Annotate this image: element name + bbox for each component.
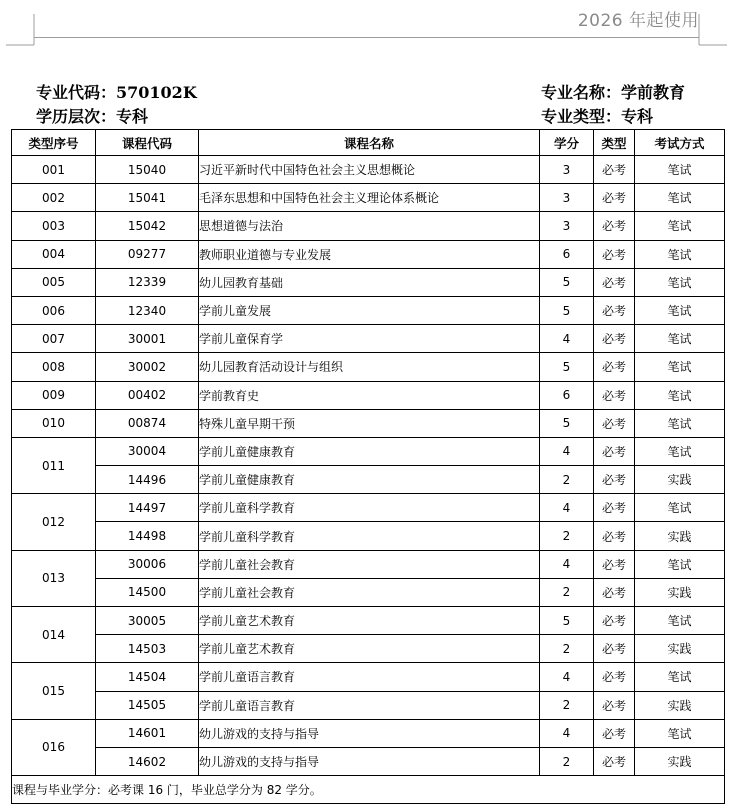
course-exam-method: 笔试 [635,353,725,381]
level-value: 专科 [116,107,149,126]
course-credit: 3 [540,156,594,184]
course-type: 必考 [594,494,635,522]
course-type: 必考 [594,663,635,691]
course-code: 14602 [96,747,199,775]
course-code: 00402 [96,381,199,409]
course-seq: 002 [12,184,96,212]
table-row [12,409,725,437]
course-name: 幼儿游戏的支持与指导 [199,747,540,775]
header-credit: 学分 [540,130,594,156]
course-credit: 5 [540,296,594,324]
course-name: 特殊儿童早期干预 [199,409,540,437]
header-seq: 类型序号 [12,130,96,156]
course-seq: 011 [12,437,96,493]
course-code: 14496 [96,466,199,494]
course-type: 必考 [594,607,635,635]
course-credit: 5 [540,409,594,437]
course-type: 必考 [594,268,635,296]
course-type: 必考 [594,719,635,747]
course-name: 毛泽东思想和中国特色社会主义理论体系概论 [199,184,540,212]
course-credit: 2 [540,578,594,606]
table-row [12,381,725,409]
course-code: 12340 [96,296,199,324]
course-name: 学前儿童健康教育 [199,437,540,465]
course-exam-method: 实践 [635,522,725,550]
header-rule [34,37,699,38]
course-name: 思想道德与法治 [199,212,540,240]
major-type-line [541,104,653,127]
major-type-label: 专业类型： [541,107,622,126]
course-code: 15040 [96,156,199,184]
course-exam-method: 笔试 [635,240,725,268]
table-row [12,212,725,240]
course-type: 必考 [594,184,635,212]
course-type: 必考 [594,409,635,437]
course-credit: 4 [540,663,594,691]
course-type: 必考 [594,522,635,550]
corner-mark-right [695,0,737,50]
course-code: 30001 [96,325,199,353]
course-type: 必考 [594,635,635,663]
table-row [12,240,725,268]
course-type: 必考 [594,325,635,353]
course-credit: 4 [540,719,594,747]
table-row [12,296,725,324]
course-credit: 3 [540,184,594,212]
course-code: 09277 [96,240,199,268]
table-row [12,184,725,212]
course-credit: 2 [540,522,594,550]
table-row [12,635,725,663]
course-seq: 006 [12,296,96,324]
course-type: 必考 [594,466,635,494]
course-exam-method: 笔试 [635,296,725,324]
level-label: 学历层次： [36,107,117,126]
course-type: 必考 [594,578,635,606]
course-exam-method: 实践 [635,747,725,775]
course-name: 幼儿园教育活动设计与组织 [199,353,540,381]
course-credit: 3 [540,212,594,240]
course-exam-method: 实践 [635,635,725,663]
course-code: 14503 [96,635,199,663]
course-exam-method: 实践 [635,466,725,494]
course-exam-method: 笔试 [635,268,725,296]
course-name: 学前儿童语言教育 [199,663,540,691]
course-seq: 007 [12,325,96,353]
usage-note: 2026 年起使用 [577,11,699,31]
course-credit: 5 [540,268,594,296]
course-name: 学前儿童发展 [199,296,540,324]
course-code: 30005 [96,607,199,635]
table-row [12,466,725,494]
course-credit: 6 [540,240,594,268]
graduation-credit-note: 课程与毕业学分：必考课 16 门，毕业总学分为 82 学分。 [12,776,725,804]
table-row [12,437,725,465]
major-code-value: 570102K [116,83,197,102]
course-seq: 010 [12,409,96,437]
course-credit: 5 [540,607,594,635]
course-code: 14601 [96,719,199,747]
course-name: 学前儿童科学教育 [199,522,540,550]
course-type: 必考 [594,691,635,719]
major-name-line [541,80,685,103]
course-name: 学前儿童健康教育 [199,466,540,494]
course-exam-method: 笔试 [635,494,725,522]
course-code: 30006 [96,550,199,578]
course-credit: 4 [540,550,594,578]
course-credit: 6 [540,381,594,409]
course-credit: 4 [540,325,594,353]
course-credit: 4 [540,494,594,522]
course-name: 习近平新时代中国特色社会主义思想概论 [199,156,540,184]
course-type: 必考 [594,240,635,268]
table-row [12,353,725,381]
course-table [11,129,725,804]
course-code: 30002 [96,353,199,381]
course-credit: 2 [540,466,594,494]
course-exam-method: 笔试 [635,212,725,240]
course-type: 必考 [594,437,635,465]
level-line [36,104,148,127]
header-exam: 考试方式 [635,130,725,156]
course-exam-method: 笔试 [635,156,725,184]
table-row [12,663,725,691]
course-seq: 014 [12,607,96,663]
course-code: 14500 [96,578,199,606]
course-exam-method: 笔试 [635,607,725,635]
course-type: 必考 [594,296,635,324]
corner-mark-left [0,0,40,50]
course-seq: 015 [12,663,96,719]
course-code: 15042 [96,212,199,240]
course-seq: 016 [12,719,96,775]
major-code-label: 专业代码： [36,83,117,102]
course-seq: 008 [12,353,96,381]
table-header-row [12,130,725,156]
table-footer-row [12,776,725,804]
course-type: 必考 [594,747,635,775]
course-exam-method: 笔试 [635,381,725,409]
course-seq: 001 [12,156,96,184]
major-name-value: 学前教育 [621,83,686,102]
course-exam-method: 笔试 [635,663,725,691]
table-row [12,719,725,747]
table-row [12,522,725,550]
course-name: 学前儿童艺术教育 [199,607,540,635]
course-type: 必考 [594,550,635,578]
course-type: 必考 [594,381,635,409]
major-name-label: 专业名称： [541,83,622,102]
course-code: 12339 [96,268,199,296]
course-name: 学前儿童艺术教育 [199,635,540,663]
course-name: 学前教育史 [199,381,540,409]
major-type-value: 专科 [621,107,654,126]
table-row [12,578,725,606]
table-row [12,607,725,635]
course-seq: 003 [12,212,96,240]
course-exam-method: 笔试 [635,184,725,212]
course-exam-method: 笔试 [635,719,725,747]
header-type: 类型 [594,130,635,156]
table-row [12,156,725,184]
course-code: 14497 [96,494,199,522]
course-name: 学前儿童科学教育 [199,494,540,522]
course-type: 必考 [594,353,635,381]
course-seq: 005 [12,268,96,296]
course-code: 15041 [96,184,199,212]
course-seq: 012 [12,494,96,550]
course-name: 幼儿园教育基础 [199,268,540,296]
table-row [12,691,725,719]
major-code-line [36,80,197,103]
course-type: 必考 [594,212,635,240]
table-row [12,325,725,353]
course-type: 必考 [594,156,635,184]
course-credit: 2 [540,747,594,775]
course-exam-method: 笔试 [635,409,725,437]
course-name: 教师职业道德与专业发展 [199,240,540,268]
course-exam-method: 笔试 [635,437,725,465]
course-name: 学前儿童保育学 [199,325,540,353]
course-credit: 2 [540,635,594,663]
course-code: 00874 [96,409,199,437]
table-row [12,494,725,522]
course-code: 14505 [96,691,199,719]
course-name: 学前儿童社会教育 [199,550,540,578]
course-credit: 5 [540,353,594,381]
table-body [12,156,725,776]
course-name: 学前儿童社会教育 [199,578,540,606]
course-seq: 009 [12,381,96,409]
course-exam-method: 笔试 [635,550,725,578]
course-name: 学前儿童语言教育 [199,691,540,719]
course-seq: 013 [12,550,96,606]
course-code: 14498 [96,522,199,550]
course-code: 30004 [96,437,199,465]
course-seq: 004 [12,240,96,268]
course-credit: 2 [540,691,594,719]
table-row [12,550,725,578]
table-row [12,747,725,775]
course-exam-method: 实践 [635,691,725,719]
table-row [12,268,725,296]
course-exam-method: 笔试 [635,325,725,353]
course-exam-method: 实践 [635,578,725,606]
course-code: 14504 [96,663,199,691]
header-code: 课程代码 [96,130,199,156]
header-name: 课程名称 [199,130,540,156]
course-name: 幼儿游戏的支持与指导 [199,719,540,747]
course-credit: 4 [540,437,594,465]
